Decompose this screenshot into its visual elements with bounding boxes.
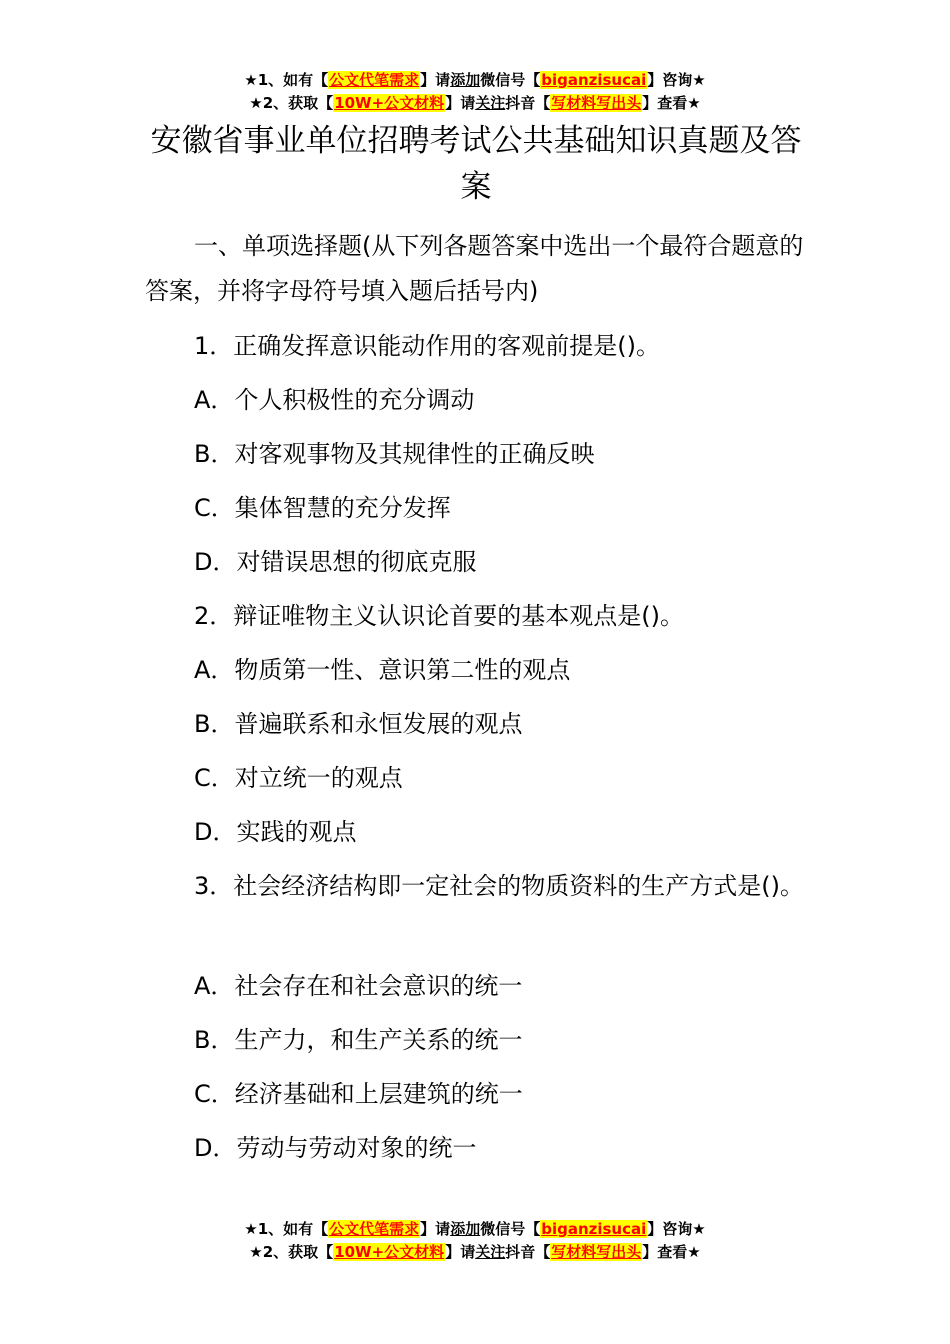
- question-option: D．对错误思想的彻底克服: [194, 548, 477, 576]
- footer-line-2: [0, 1241, 950, 1264]
- footer-line-2-text: ★2、获取【: [249, 1243, 334, 1261]
- highlight-materials: 10W+公文材料: [334, 1243, 445, 1261]
- footer-line-1-text: ★1、如有【: [244, 1220, 329, 1238]
- question-option: C．集体智慧的充分发挥: [194, 494, 451, 522]
- question-option: A．社会存在和社会意识的统一: [194, 972, 523, 1000]
- highlight-wechat-id: biganzisucai: [541, 1220, 647, 1238]
- highlight-writing-service: 公文代笔需求: [329, 1220, 420, 1238]
- header-line-2-text: 】查看★: [642, 94, 701, 112]
- question-option: C．对立统一的观点: [194, 764, 403, 792]
- highlight-wechat-id: biganzisucai: [541, 71, 647, 89]
- header-line-1-text: 微信号【: [480, 71, 541, 89]
- header-line-2-text: ★2、获取【: [249, 94, 334, 112]
- header-line-2-underlined: 关注: [475, 94, 506, 112]
- footer-line-1: [0, 1218, 950, 1241]
- header-line-2-text: 抖音【: [505, 94, 551, 112]
- footer-line-2-text: 】请: [445, 1243, 476, 1261]
- highlight-materials: 10W+公文材料: [334, 94, 445, 112]
- header-line-1-text: 】咨询★: [647, 71, 706, 89]
- highlight-douyin-account: 写材料写出头: [551, 94, 642, 112]
- question-stem: 1．正确发挥意识能动作用的客观前提是()。: [194, 332, 660, 360]
- footer-line-2-text: 抖音【: [505, 1243, 551, 1261]
- question-option: A．物质第一性、意识第二性的观点: [194, 656, 571, 684]
- question-option: C．经济基础和上层建筑的统一: [194, 1080, 523, 1108]
- question-option: D．劳动与劳动对象的统一: [194, 1134, 477, 1162]
- header-banner: [0, 69, 950, 115]
- question-option: D．实践的观点: [194, 818, 357, 846]
- header-line-1-text: ★1、如有【: [244, 71, 329, 89]
- header-line-2-text: 】请: [445, 94, 476, 112]
- question-option: B．对客观事物及其规律性的正确反映: [194, 440, 595, 468]
- footer-line-2-text: 】查看★: [642, 1243, 701, 1261]
- footer-banner: [0, 1218, 950, 1264]
- question-stem: 3．社会经济结构即一定社会的物质资料的生产方式是()。: [194, 872, 804, 900]
- document-body: [145, 224, 807, 1180]
- footer-line-2-underlined: 关注: [475, 1243, 506, 1261]
- question-stem: 2．辩证唯物主义认识论首要的基本观点是()。: [194, 602, 684, 630]
- header-line-1: [0, 69, 950, 92]
- footer-line-1-text: 】咨询★: [647, 1220, 706, 1238]
- document-title: 安徽省事业单位招聘考试公共基础知识真题及答案: [150, 123, 802, 205]
- section-heading: 一、单项选择题(从下列各题答案中选出一个最符合题意的答案，并将字母符号填入题后括号内): [145, 232, 804, 305]
- header-line-1-underlined: 添加: [450, 71, 481, 89]
- header-line-1-text: 】请: [420, 71, 451, 89]
- question-option: A．个人积极性的充分调动: [194, 386, 475, 414]
- footer-line-1-text: 】请: [420, 1220, 451, 1238]
- question-option: B．普遍联系和永恒发展的观点: [194, 710, 523, 738]
- highlight-writing-service: 公文代笔需求: [329, 71, 420, 89]
- question-option: B．生产力，和生产关系的统一: [194, 1026, 523, 1054]
- highlight-douyin-account: 写材料写出头: [551, 1243, 642, 1261]
- footer-line-1-text: 微信号【: [480, 1220, 541, 1238]
- footer-line-1-underlined: 添加: [450, 1220, 481, 1238]
- header-line-2: [0, 92, 950, 115]
